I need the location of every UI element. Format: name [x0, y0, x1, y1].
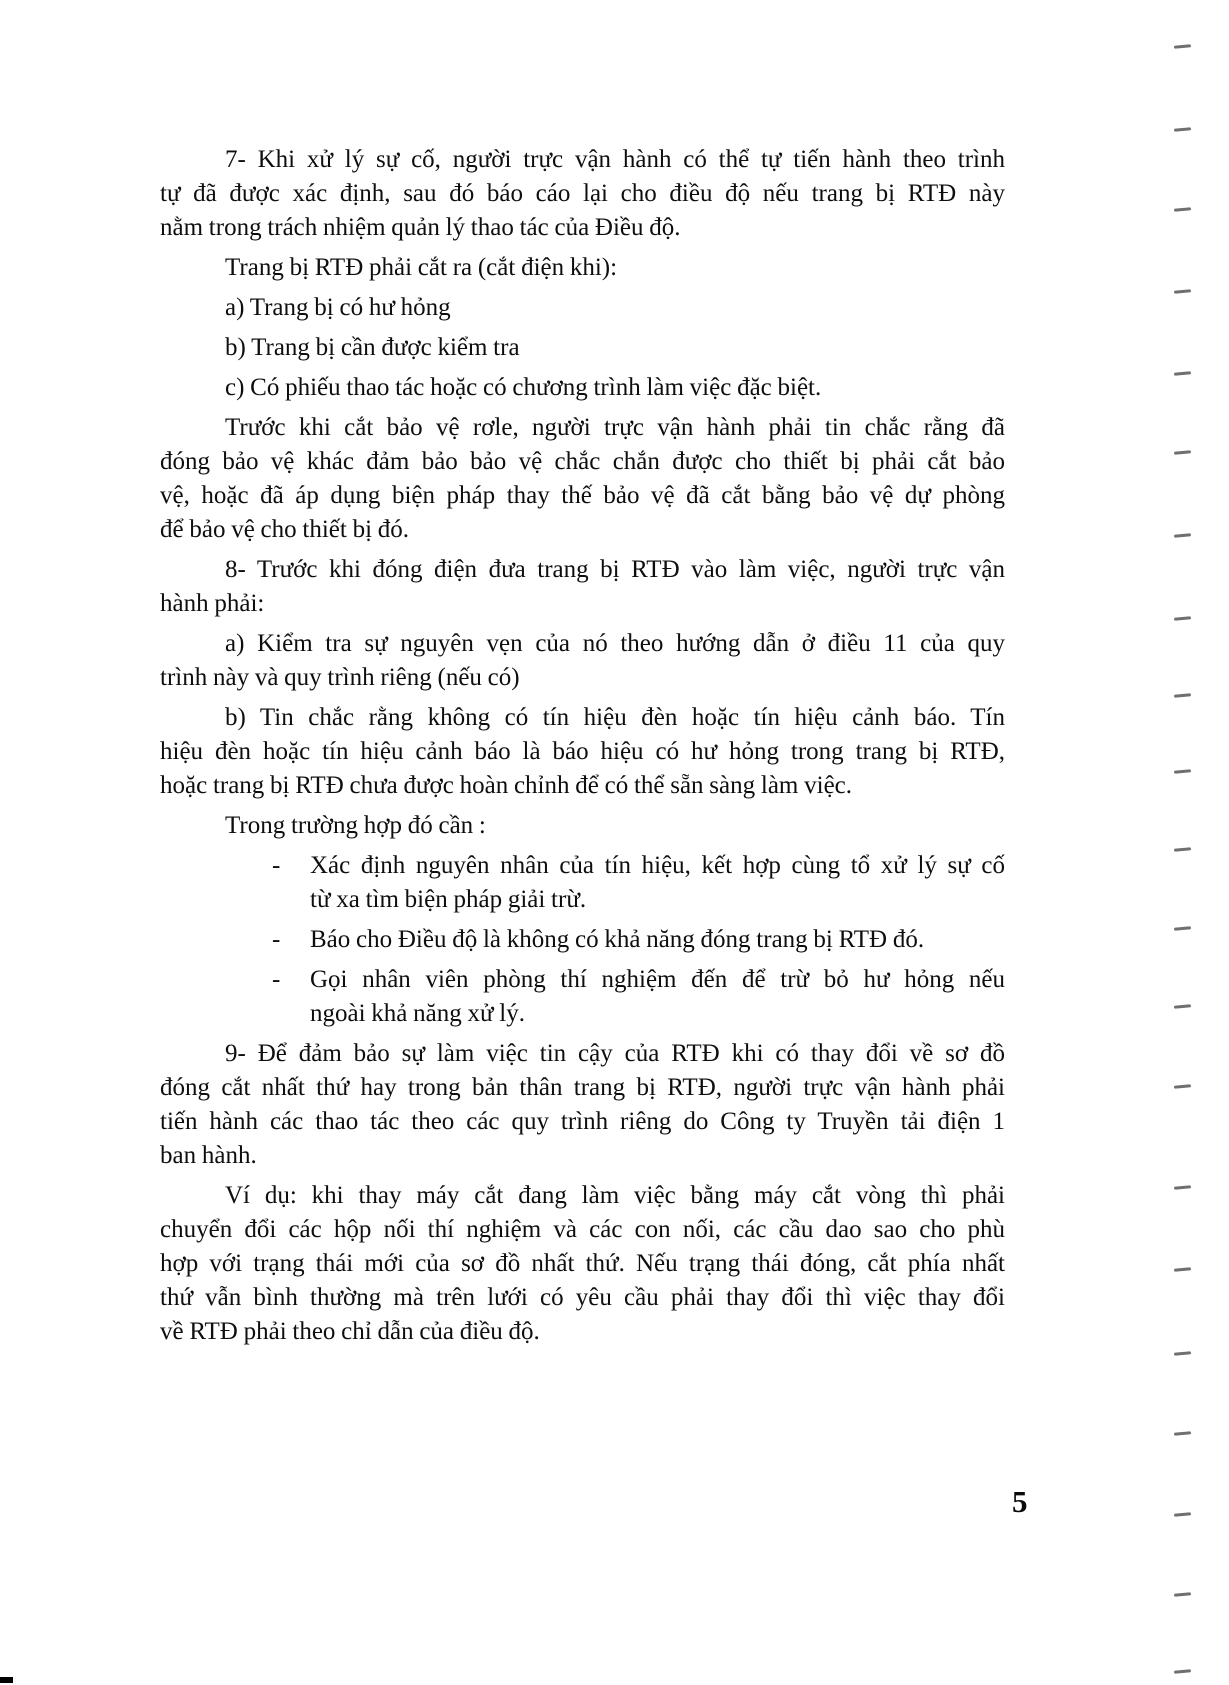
- text-line: [160, 701, 1005, 735]
- scan-artifact-mark: [1174, 616, 1191, 620]
- text-line: [160, 963, 1005, 997]
- text-line: [160, 371, 1005, 405]
- bullet-dash: -: [272, 926, 281, 953]
- scan-corner-artifact: [0, 1677, 13, 1683]
- text-line: [160, 883, 1005, 917]
- text-line: [160, 1213, 1005, 1247]
- text-line-content: 9- Để đảm bảo sự làm việc tin cậy của RTĐ khi có thay đổi về sơ đồ: [225, 1040, 1005, 1067]
- text-line: [160, 769, 1005, 803]
- paragraph: [160, 1179, 1005, 1349]
- text-line-content: 7- Khi xử lý sự cố, người trực vận hành có thể tự tiến hành theo trình: [225, 146, 1005, 173]
- text-line: [160, 661, 1005, 695]
- scan-artifact-mark: [1174, 44, 1191, 48]
- scan-artifact-mark: [1174, 207, 1191, 211]
- text-line-content: a) Kiểm tra sự nguyên vẹn của nó theo hướng dẫn ở điều 11 của quy: [225, 630, 1005, 657]
- text-line-content: 8- Trước khi đóng điện đưa trang bị RTĐ vào làm việc, người trực vận: [225, 556, 1005, 583]
- text-line-content: ban hành.: [160, 1142, 257, 1169]
- bullet-dash: -: [272, 966, 281, 993]
- scan-artifact-mark: [1174, 1512, 1191, 1516]
- text-line-content: Trước khi cắt bảo vệ rơle, người trực vận hành phải tin chắc rằng đã: [225, 414, 1005, 441]
- text-line: [160, 143, 1005, 177]
- text-line: [160, 627, 1005, 661]
- text-line: [160, 997, 1005, 1031]
- text-line: [160, 211, 1005, 245]
- page-number: 5: [1012, 1484, 1028, 1519]
- text-line-content: Báo cho Điều độ là không có khả năng đóng trang bị RTĐ đó.: [310, 926, 925, 953]
- text-line: [160, 1037, 1005, 1071]
- text-line: [160, 1315, 1005, 1349]
- text-line: [160, 553, 1005, 587]
- paragraph: [160, 809, 1005, 843]
- text-line-content: tự đã được xác định, sau đó báo cáo lại cho điều độ nếu trang bị RTĐ này: [160, 180, 1005, 207]
- text-line-content: hành phải:: [160, 590, 265, 617]
- scan-artifact-mark: [1174, 847, 1191, 851]
- text-line: [160, 849, 1005, 883]
- text-line: [160, 1071, 1005, 1105]
- scan-artifact-mark: [1174, 1669, 1191, 1673]
- paragraph: [160, 143, 1005, 245]
- text-line: [160, 331, 1005, 365]
- text-line: [160, 177, 1005, 211]
- text-line: [160, 291, 1005, 325]
- text-line: [160, 513, 1005, 547]
- text-line-content: vệ, hoặc đã áp dụng biện pháp thay thế bảo vệ đã cắt bằng bảo vệ dự phòng: [160, 482, 1005, 509]
- scan-artifact-mark: [1174, 289, 1191, 293]
- text-line: [160, 735, 1005, 769]
- paragraph: [160, 371, 1005, 405]
- text-line-content: chuyển đổi các hộp nối thí nghiệm và các con nối, các cầu dao sao cho phù: [160, 1216, 1005, 1243]
- text-line-content: c) Có phiếu thao tác hoặc có chương trình làm việc đặc biệt.: [225, 374, 822, 401]
- paragraph: [160, 627, 1005, 695]
- paragraph: [160, 291, 1005, 325]
- text-line-content: trình này và quy trình riêng (nếu có): [160, 664, 520, 691]
- text-line: [160, 445, 1005, 479]
- paragraph: [160, 1037, 1005, 1173]
- bullet-item: [160, 849, 1005, 917]
- text-line: [160, 251, 1005, 285]
- scan-artifact-mark: [1174, 1267, 1191, 1271]
- text-line-content: hoặc trang bị RTĐ chưa được hoàn chỉnh để có thể sẵn sàng làm việc.: [160, 772, 853, 799]
- text-line-content: về RTĐ phải theo chỉ dẫn của điều độ.: [160, 1318, 540, 1345]
- text-line: [160, 411, 1005, 445]
- scan-artifact-mark: [1174, 1431, 1191, 1435]
- scan-artifact-mark: [1174, 1084, 1191, 1088]
- text-line: [160, 1247, 1005, 1281]
- text-line-content: thứ vẫn bình thường mà trên lưới có yêu cầu phải thay đổi thì việc thay đổi: [160, 1284, 1005, 1311]
- text-line: [160, 479, 1005, 513]
- text-line: [160, 587, 1005, 621]
- scan-artifact-mark: [1174, 127, 1191, 131]
- text-line-content: tiến hành các thao tác theo các quy trình riêng do Công ty Truyền tải điện 1: [160, 1108, 1005, 1135]
- text-line: [160, 809, 1005, 843]
- text-line-content: ngoài khả năng xử lý.: [310, 1000, 525, 1027]
- text-line: [160, 1139, 1005, 1173]
- paragraph: [160, 701, 1005, 803]
- text-line-content: hợp với trạng thái mới của sơ đồ nhất thứ. Nếu trạng thái đóng, cắt phía nhất: [160, 1250, 1005, 1277]
- paragraph: [160, 411, 1005, 547]
- scan-artifact-mark: [1174, 1592, 1191, 1596]
- text-line-content: Trang bị RTĐ phải cắt ra (cắt điện khi):: [225, 254, 618, 281]
- scan-artifact-mark: [1174, 693, 1191, 697]
- bullet-dash: -: [272, 852, 281, 879]
- text-line-content: nằm trong trách nhiệm quản lý thao tác của Điều độ.: [160, 214, 681, 241]
- text-line: [160, 1179, 1005, 1213]
- text-line-content: a) Trang bị có hư hỏng: [225, 294, 451, 321]
- text-line-content: b) Trang bị cần được kiểm tra: [225, 334, 520, 361]
- bullet-item: [160, 923, 1005, 957]
- text-line-content: để bảo vệ cho thiết bị đó.: [160, 516, 410, 543]
- scan-artifact-mark: [1174, 1004, 1191, 1008]
- text-line-content: hiệu đèn hoặc tín hiệu cảnh báo là báo hiệu có hư hỏng trong trang bị RTĐ,: [160, 738, 1005, 765]
- paragraph: [160, 251, 1005, 285]
- text-line-content: Gọi nhân viên phòng thí nghiệm đến để trừ bỏ hư hỏng nếu: [310, 966, 1005, 993]
- scan-artifact-mark: [1174, 450, 1191, 454]
- bullet-item: [160, 963, 1005, 1031]
- text-line: [160, 1105, 1005, 1139]
- paragraph: [160, 331, 1005, 365]
- text-line-content: b) Tin chắc rằng không có tín hiệu đèn hoặc tín hiệu cảnh báo. Tín: [225, 704, 1005, 731]
- text-line-content: đóng cắt nhất thứ hay trong bản thân trang bị RTĐ, người trực vận hành phải: [160, 1074, 1005, 1101]
- scan-artifact-mark: [1174, 769, 1191, 773]
- scan-artifact-mark: [1174, 1185, 1191, 1189]
- scan-artifact-mark: [1174, 1351, 1191, 1355]
- scan-artifact-mark: [1174, 371, 1191, 375]
- text-line: [160, 1281, 1005, 1315]
- scan-artifact-mark: [1174, 533, 1191, 537]
- text-line: [160, 923, 1005, 957]
- paragraph: [160, 553, 1005, 621]
- text-line-content: Ví dụ: khi thay máy cắt đang làm việc bằng máy cắt vòng thì phải: [225, 1182, 1005, 1209]
- scan-artifact-mark: [1174, 926, 1191, 930]
- text-line-content: đóng bảo vệ khác đảm bảo bảo vệ chắc chắn được cho thiết bị phải cắt bảo: [160, 448, 1005, 475]
- document-body: [160, 143, 1005, 1349]
- text-line-content: Trong trường hợp đó cần :: [225, 812, 486, 839]
- text-line-content: từ xa tìm biện pháp giải trừ.: [310, 886, 587, 913]
- text-line-content: Xác định nguyên nhân của tín hiệu, kết hợp cùng tổ xử lý sự cố: [310, 852, 1005, 879]
